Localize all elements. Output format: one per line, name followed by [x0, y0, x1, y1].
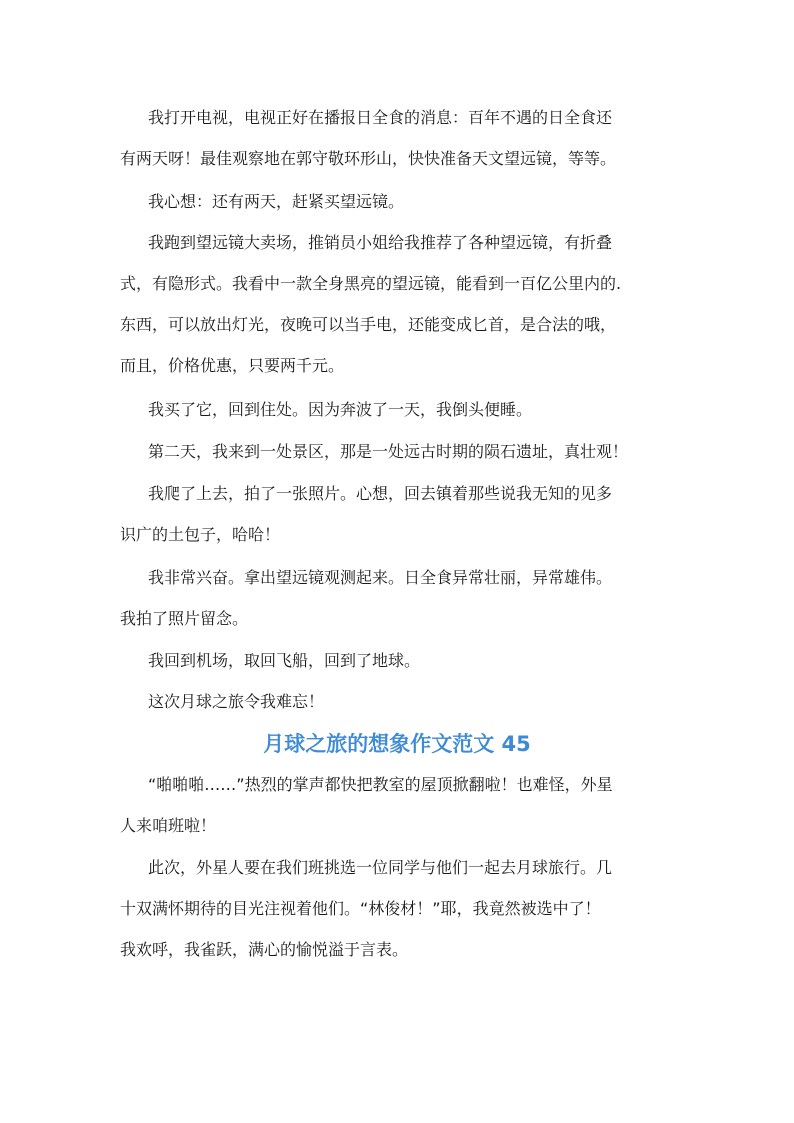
text-line: 我心想：还有两天，赶紧买望远镜。 — [148, 192, 405, 211]
text-line: 而且，价格优惠，只要两千元。 — [120, 356, 345, 375]
section-heading: 月球之旅的想象作文范文 45 — [263, 732, 531, 756]
paragraph-unforgettable — [120, 681, 676, 722]
paragraph-thought — [120, 181, 676, 222]
paragraph-photo — [120, 473, 676, 555]
paragraph-went-home — [120, 389, 676, 430]
paragraph-selected — [120, 847, 676, 970]
text-line: 我爬了上去，拍了一张照片。心想，回去镇着那些说我无知的见多 — [148, 484, 613, 503]
paragraph-second-day — [120, 431, 676, 472]
text-line: “啪啪啪……”热烈的掌声都快把教室的屋顶掀翻啦！也难怪，外星 — [148, 775, 613, 794]
paragraph-return — [120, 640, 676, 681]
text-line: 此次，外星人要在我们班挑选一位同学与他们一起去月球旅行。几 — [148, 858, 613, 877]
paragraph-tv-news — [120, 97, 676, 179]
text-line: 十双满怀期待的目光注视着他们。“林俊材！”耶，我竟然被选中了！ — [120, 899, 601, 918]
text-line: 我欢呼，我雀跃，满心的愉悦溢于言表。 — [120, 940, 409, 959]
text-line: 人来咱班啦！ — [120, 816, 217, 835]
text-line: 我买了它，回到住处。因为奔波了一天，我倒头便睡。 — [148, 400, 533, 419]
text-line: 第二天，我来到一处景区，那是一处远古时期的陨石遗址，真壮观！ — [148, 442, 629, 461]
text-line: 我回到机场，取回飞船，回到了地球。 — [148, 651, 421, 670]
text-line: 我拍了照片留念。 — [120, 609, 249, 628]
paragraph-telescope-store — [120, 222, 676, 386]
text-line: 我非常兴奋。拿出望远镜观测起来。日全食异常壮丽，异常雄伟。 — [148, 568, 613, 587]
text-line: 有两天呀！最佳观察地在郭守敬环形山，快快准备天文望远镜，等等。 — [120, 149, 617, 168]
text-line: 东西，可以放出灯光，夜晚可以当手电，还能变成匕首，是合法的哦， — [120, 315, 617, 334]
text-line: 我跑到望远镜大卖场，推销员小姐给我推荐了各种望远镜，有折叠 — [148, 233, 613, 252]
paragraph-applause — [120, 764, 676, 846]
text-line: 识广的土包子，哈哈！ — [120, 525, 281, 544]
paragraph-eclipse — [120, 557, 676, 639]
text-line: 我打开电视，电视正好在播报日全食的消息：百年不遇的日全食还 — [148, 108, 613, 127]
text-line: 这次月球之旅令我难忘！ — [148, 692, 325, 711]
text-line: 式，有隐形式。我看中一款全身黑亮的望远镜，能看到一百亿公里内的. — [120, 274, 622, 293]
